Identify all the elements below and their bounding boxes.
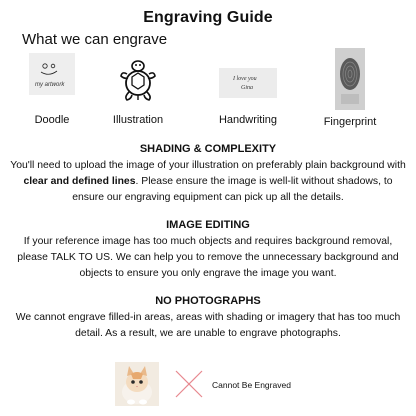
doodle-image bbox=[29, 53, 75, 95]
section-heading-shading: SHADING & COMPLEXITY bbox=[139, 143, 277, 155]
section-editing bbox=[0, 219, 416, 282]
shading-text-before: You'll need to upload the image of your illustration on preferably plain background with bbox=[10, 160, 406, 171]
page-subtitle: What we can engrave bbox=[22, 31, 168, 48]
example-caption-doodle: Doodle bbox=[34, 114, 70, 126]
handwriting-image bbox=[219, 68, 277, 98]
doodle-text: my artwork bbox=[35, 82, 65, 88]
section-shading bbox=[0, 143, 416, 206]
section-heading-photos: NO PHOTOGRAPHS bbox=[155, 295, 261, 307]
turtle-illustration bbox=[118, 59, 158, 103]
shading-text-bold: clear and defined lines bbox=[23, 176, 136, 187]
handwriting-text-2: Gina bbox=[241, 85, 253, 91]
examples-row bbox=[0, 48, 416, 132]
section-heading-editing: IMAGE EDITING bbox=[166, 219, 250, 231]
handwriting-text-1: I love you bbox=[233, 76, 257, 82]
cat-photo bbox=[115, 362, 159, 406]
example-caption-handwriting: Handwriting bbox=[218, 114, 278, 126]
section-body-editing: If your reference image has too much objects and requires background removal, please TALK TO US. We can help you to remove the unnecessary background and objects to ensure you only engrave the image you want. bbox=[17, 236, 399, 279]
example-caption-illustration: Illustration bbox=[112, 114, 164, 126]
page-title: Engraving Guide bbox=[143, 9, 273, 26]
section-body-photos: We cannot engrave filled-in areas, areas with shading or imagery that has too much detail. As a result, we are unable to engrave photographs. bbox=[15, 312, 401, 339]
cannot-engrave-row bbox=[0, 360, 416, 408]
shading-text-after: . Please ensure the image is well-lit without shadows, to ensure our engraving equipment can pick up all the details. bbox=[72, 176, 393, 203]
example-caption-fingerprint: Fingerprint bbox=[323, 116, 377, 128]
fingerprint-image bbox=[335, 48, 365, 110]
section-body-shading bbox=[0, 158, 416, 206]
cannot-engrave-label: Cannot Be Engraved bbox=[212, 380, 291, 390]
cross-icon bbox=[173, 368, 205, 400]
section-photos bbox=[0, 295, 416, 342]
